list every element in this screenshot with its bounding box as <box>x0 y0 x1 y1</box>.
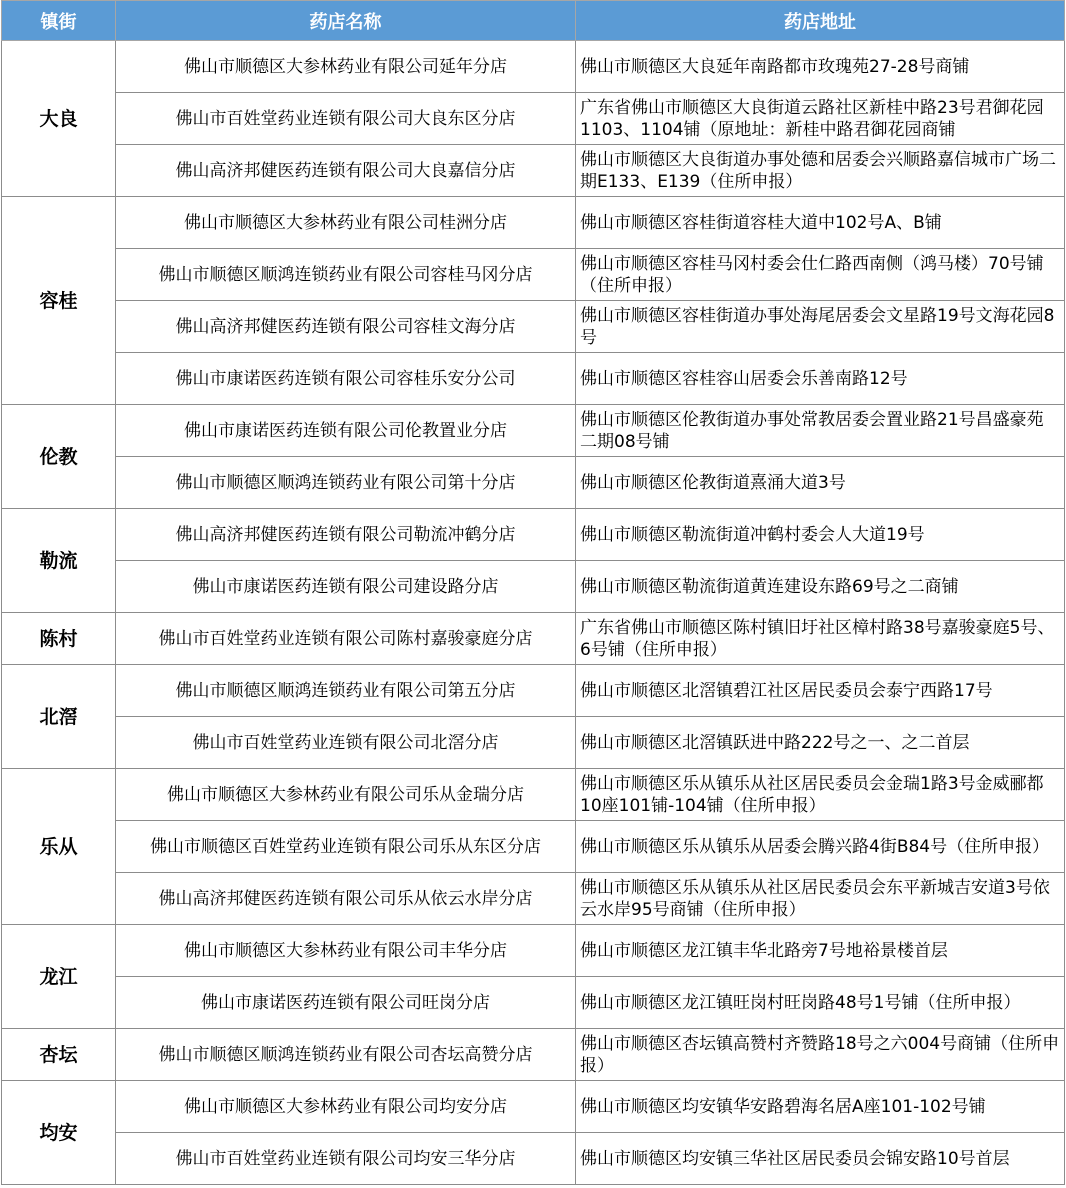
pharmacy-name-cell: 佛山市百姓堂药业连锁有限公司陈村嘉骏豪庭分店 <box>116 613 576 665</box>
pharmacy-name-cell: 佛山市顺德区顺鸿连锁药业有限公司杏坛高赞分店 <box>116 1029 576 1081</box>
table-row <box>2 197 1065 249</box>
pharmacy-name-cell: 佛山市百姓堂药业连锁有限公司大良东区分店 <box>116 93 576 145</box>
town-cell: 北滘 <box>2 665 116 769</box>
table-row <box>2 561 1065 613</box>
table-row <box>2 249 1065 301</box>
table-body <box>2 41 1065 1185</box>
pharmacy-address-cell: 佛山市顺德区大良延年南路都市玫瑰苑27-28号商铺 <box>576 41 1065 93</box>
pharmacy-name-cell: 佛山市康诺医药连锁有限公司容桂乐安分公司 <box>116 353 576 405</box>
town-cell: 伦教 <box>2 405 116 509</box>
pharmacy-address-cell: 佛山市顺德区勒流街道黄连建设东路69号之二商铺 <box>576 561 1065 613</box>
table-row <box>2 1029 1065 1081</box>
pharmacy-address-cell: 佛山市顺德区乐从镇乐从社区居民委员会金瑞1路3号金威郦都10座101铺-104铺（住所申报） <box>576 769 1065 821</box>
table-row <box>2 41 1065 93</box>
table-row <box>2 93 1065 145</box>
pharmacy-address-cell: 佛山市顺德区杏坛镇高赞村齐赞路18号之六004号商铺（住所申报） <box>576 1029 1065 1081</box>
pharmacy-name-cell: 佛山市康诺医药连锁有限公司旺岗分店 <box>116 977 576 1029</box>
pharmacy-table <box>1 0 1065 1185</box>
pharmacy-name-cell: 佛山市顺德区大参林药业有限公司丰华分店 <box>116 925 576 977</box>
table-row <box>2 613 1065 665</box>
pharmacy-address-cell: 佛山市顺德区乐从镇乐从社区居民委员会东平新城吉安道3号依云水岸95号商铺（住所申报） <box>576 873 1065 925</box>
pharmacy-name-cell: 佛山市顺德区百姓堂药业连锁有限公司乐从东区分店 <box>116 821 576 873</box>
pharmacy-address-cell: 佛山市顺德区乐从镇乐从居委会腾兴路4街B84号（住所申报） <box>576 821 1065 873</box>
pharmacy-address-cell: 佛山市顺德区容桂容山居委会乐善南路12号 <box>576 353 1065 405</box>
pharmacy-address-cell: 佛山市顺德区勒流街道冲鹤村委会人大道19号 <box>576 509 1065 561</box>
table-row <box>2 405 1065 457</box>
town-cell: 龙江 <box>2 925 116 1029</box>
table-row <box>2 873 1065 925</box>
table-row <box>2 1081 1065 1133</box>
table-row <box>2 509 1065 561</box>
table-row <box>2 821 1065 873</box>
pharmacy-address-cell: 佛山市顺德区龙江镇旺岗村旺岗路48号1号铺（住所申报） <box>576 977 1065 1029</box>
pharmacy-name-cell: 佛山市康诺医药连锁有限公司建设路分店 <box>116 561 576 613</box>
pharmacy-name-cell: 佛山高济邦健医药连锁有限公司乐从依云水岸分店 <box>116 873 576 925</box>
town-cell: 陈村 <box>2 613 116 665</box>
pharmacy-name-cell: 佛山市顺德区顺鸿连锁药业有限公司容桂马冈分店 <box>116 249 576 301</box>
table-row <box>2 977 1065 1029</box>
pharmacy-address-cell: 佛山市顺德区北滘镇碧江社区居民委员会泰宁西路17号 <box>576 665 1065 717</box>
town-cell: 均安 <box>2 1081 116 1185</box>
pharmacy-name-cell: 佛山高济邦健医药连锁有限公司容桂文海分店 <box>116 301 576 353</box>
pharmacy-address-cell: 佛山市顺德区龙江镇丰华北路旁7号地裕景楼首层 <box>576 925 1065 977</box>
pharmacy-address-cell: 广东省佛山市顺德区大良街道云路社区新桂中路23号君御花园1103、1104铺（原地址：新桂中路君御花园商铺 <box>576 93 1065 145</box>
pharmacy-address-cell: 佛山市顺德区伦教街道熹涌大道3号 <box>576 457 1065 509</box>
pharmacy-name-cell: 佛山市顺德区大参林药业有限公司均安分店 <box>116 1081 576 1133</box>
pharmacy-address-cell: 广东省佛山市顺德区陈村镇旧圩社区樟村路38号嘉骏豪庭5号、6号铺（住所申报） <box>576 613 1065 665</box>
table-row <box>2 145 1065 197</box>
pharmacy-name-cell: 佛山市顺德区顺鸿连锁药业有限公司第十分店 <box>116 457 576 509</box>
pharmacy-name-cell: 佛山市百姓堂药业连锁有限公司均安三华分店 <box>116 1133 576 1185</box>
table-row <box>2 1133 1065 1185</box>
pharmacy-address-cell: 佛山市顺德区伦教街道办事处常教居委会置业路21号昌盛豪苑二期08号铺 <box>576 405 1065 457</box>
pharmacy-address-cell: 佛山市顺德区均安镇三华社区居民委员会锦安路10号首层 <box>576 1133 1065 1185</box>
table-row <box>2 769 1065 821</box>
pharmacy-name-cell: 佛山市顺德区顺鸿连锁药业有限公司第五分店 <box>116 665 576 717</box>
pharmacy-address-cell: 佛山市顺德区容桂街道容桂大道中102号A、B铺 <box>576 197 1065 249</box>
pharmacy-address-cell: 佛山市顺德区北滘镇跃进中路222号之一、之二首层 <box>576 717 1065 769</box>
pharmacy-address-cell: 佛山市顺德区容桂街道办事处海尾居委会文星路19号文海花园8号 <box>576 301 1065 353</box>
pharmacy-name-cell: 佛山市康诺医药连锁有限公司伦教置业分店 <box>116 405 576 457</box>
town-cell: 容桂 <box>2 197 116 405</box>
table-row <box>2 353 1065 405</box>
header-pharmacy-address: 药店地址 <box>576 1 1065 41</box>
town-cell: 乐从 <box>2 769 116 925</box>
pharmacy-name-cell: 佛山高济邦健医药连锁有限公司勒流冲鹤分店 <box>116 509 576 561</box>
table-row <box>2 665 1065 717</box>
town-cell: 杏坛 <box>2 1029 116 1081</box>
pharmacy-name-cell: 佛山市百姓堂药业连锁有限公司北滘分店 <box>116 717 576 769</box>
table-row <box>2 717 1065 769</box>
pharmacy-name-cell: 佛山市顺德区大参林药业有限公司延年分店 <box>116 41 576 93</box>
pharmacy-address-cell: 佛山市顺德区容桂马冈村委会仕仁路西南侧（鸿马楼）70号铺（住所申报） <box>576 249 1065 301</box>
pharmacy-address-cell: 佛山市顺德区均安镇华安路碧海名居A座101-102号铺 <box>576 1081 1065 1133</box>
pharmacy-name-cell: 佛山高济邦健医药连锁有限公司大良嘉信分店 <box>116 145 576 197</box>
header-pharmacy-name: 药店名称 <box>116 1 576 41</box>
town-cell: 勒流 <box>2 509 116 613</box>
table-row <box>2 301 1065 353</box>
header-row <box>2 1 1065 41</box>
table-row <box>2 457 1065 509</box>
pharmacy-name-cell: 佛山市顺德区大参林药业有限公司桂洲分店 <box>116 197 576 249</box>
pharmacy-address-cell: 佛山市顺德区大良街道办事处德和居委会兴顺路嘉信城市广场二期E133、E139（住所申报） <box>576 145 1065 197</box>
town-cell: 大良 <box>2 41 116 197</box>
pharmacy-name-cell: 佛山市顺德区大参林药业有限公司乐从金瑞分店 <box>116 769 576 821</box>
header-town: 镇街 <box>2 1 116 41</box>
table-row <box>2 925 1065 977</box>
